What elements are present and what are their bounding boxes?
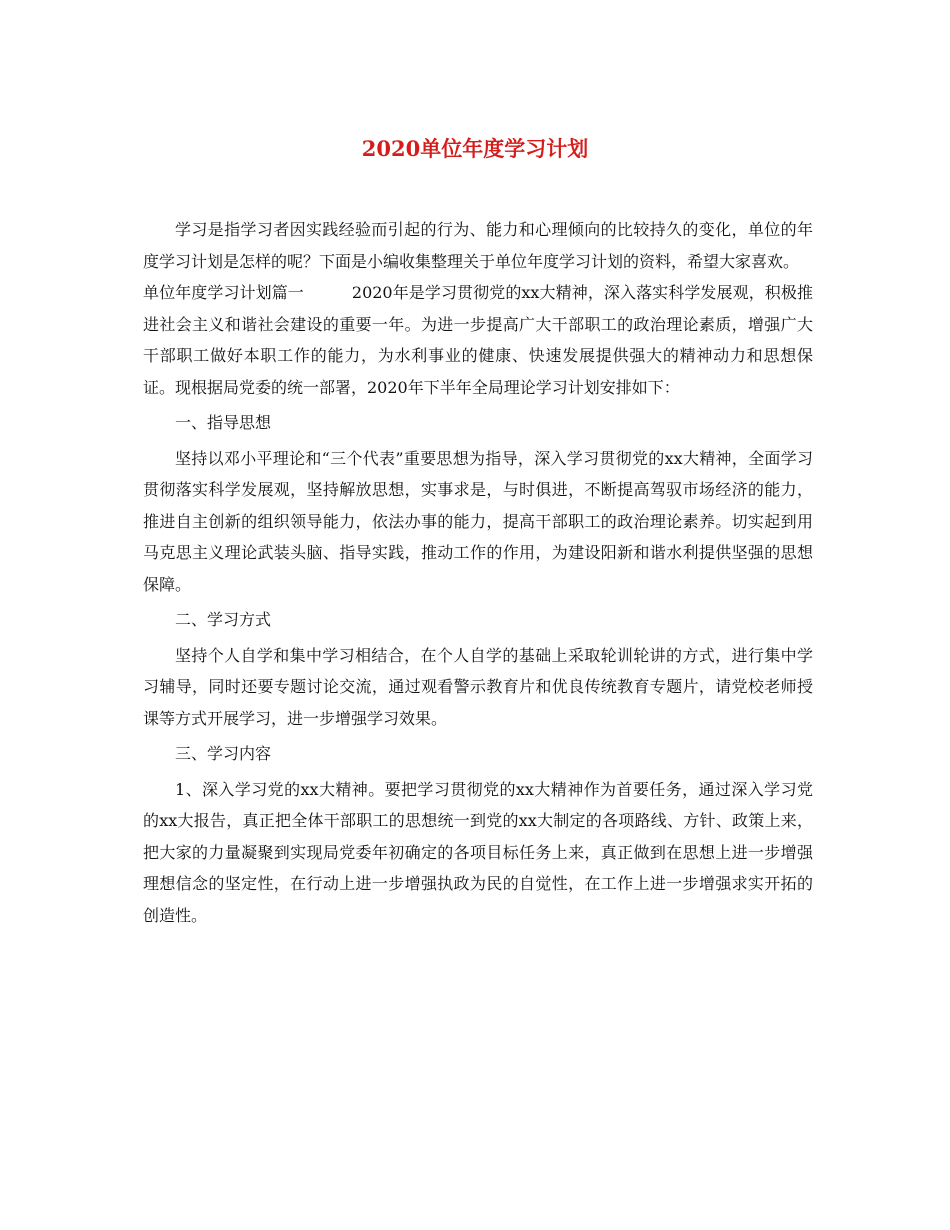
part-one-text: 2020年是学习贯彻党的xx大精神，深入落实科学发展观，积极推进社会主义和谐社会建设的重要一年。为进一步提高广大干部职工的政治理论素质，增强广大干部职工做好本职工作的能力，为水利事业的健康、快速发展提供强大的精神动力和思想保证。现根据局党委的统一部署，2020年下半年全局理论学习计划安排如下： — [143, 283, 813, 397]
section-guiding-ideology-text: 坚持以邓小平理论和“三个代表”重要思想为指导，深入学习贯彻党的xx大精神，全面学习贯彻落实科学发展观，坚持解放思想，实事求是，与时俱进，不断提高驾驭市场经济的能力，推进自主创新的组织领导能力，依法办事的能力，提高干部职工的政治理论素养。切实起到用马克思主义理论武装头脑、指导实践，推动工作的作用，为建设阳新和谐水利提供坚强的思想保障。 — [143, 448, 813, 594]
document-title: 2020单位年度学习计划 — [361, 136, 589, 161]
section-heading-study-method: 二、学习方式 — [175, 610, 272, 629]
document-body — [143, 214, 813, 931]
section-study-content-item-1: 1、深入学习党的xx大精神。要把学习贯彻党的xx大精神作为首要任务，通过深入学习党的xx大报告，真正把全体干部职工的思想统一到党的xx大制定的各项路线、方针、政策上来，把大家的力量凝聚到实现局党委年初确定的各项目标任务上来，真正做到在思想上进一步增强理想信念的坚定性，在行动上进一步增强执政为民的自觉性，在工作上进一步增强求实开拓的创造性。 — [143, 779, 813, 925]
section-heading-guiding-ideology: 一、指导思想 — [175, 413, 272, 432]
section-heading-study-content: 三、学习内容 — [175, 744, 272, 763]
part-one-paragraph — [143, 277, 813, 403]
section-study-method-text: 坚持个人自学和集中学习相结合，在个人自学的基础上采取轮训轮讲的方式，进行集中学习辅导，同时还要专题讨论交流，通过观看警示教育片和优良传统教育专题片，请党校老师授课等方式开展学习，进一步增强学习效果。 — [143, 645, 813, 728]
intro-paragraph: 学习是指学习者因实践经验而引起的行为、能力和心理倾向的比较持久的变化，单位的年度学习计划是怎样的呢？下面是小编收集整理关于单位年度学习计划的资料，希望大家喜欢。 — [143, 220, 813, 271]
part-one-label: 单位年度学习计划篇一 — [143, 283, 304, 302]
